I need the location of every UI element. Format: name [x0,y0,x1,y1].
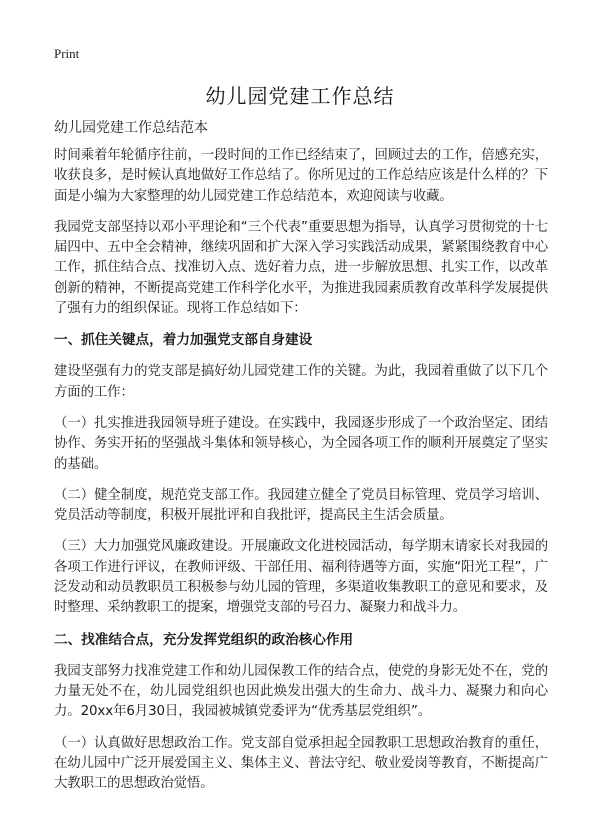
document-title: 幼儿园党建工作总结 [205,84,395,108]
intro-paragraph: 时间乘着年轮循序往前，一段时间的工作已经结束了，回顾过去的工作，倍感充实，收获良多，是时候认真地做好工作总结了。你所见过的工作总结应该是什么样的？下面是小编为大家整理的幼儿园党建工作总结范本，欢迎阅读与收藏。 [54,148,548,204]
print-link[interactable]: Print [54,46,80,61]
section-paragraph: （三）大力加强党风廉政建设。开展廉政文化进校园活动，每学期末请家长对我园的各项工作进行评议，在教师评级、干部任用、福利待遇等方面，实施“阳光工程”，广泛发动和动员教职员工积极参与幼儿园的管理，多渠道收集教职工的意见和要求，及时整理、采纳教职工的提案，增强党支部的号召力、凝聚力和战斗力。 [54,539,548,616]
overview-paragraph: 我园党支部坚持以邓小平理论和“三个代表”重要思想为指导，认真学习贯彻党的十七届四中、五中全会精神，继续巩固和扩大深入学习实践活动成果，紧紧围绕教育中心工作，抓住结合点、找准切入点、选好着力点，进一步解放思想、扎实工作，以改革创新的精神，不断提高党建工作科学化水平，为推进我园素质教育改革科学发展提供了强有力的组织保证。现将工作总结如下： [54,219,548,317]
section-paragraph: 建设坚强有力的党支部是搞好幼儿园党建工作的关键。为此，我园着重做了以下几个方面的工作： [54,364,548,400]
section-paragraph: （一）扎实推进我园领导班子建设。在实践中，我园逐步形成了一个政治坚定、团结协作、务实开拓的坚强战斗集体和领导核心，为全园各项工作的顺利开展奠定了坚实的基础。 [54,415,548,472]
section-heading: 二、找准结合点，充分发挥党组织的政治核心作用 [54,631,354,648]
document-body [54,146,548,805]
section-paragraph: （二）健全制度，规范党支部工作。我园建立健全了党员目标管理、党员学习培训、党员活动等制度，积极开展批评和自我批评，提高民主生活会质量。 [54,487,548,524]
section-heading: 一、抓住关键点，着力加强党支部自身建设 [54,332,313,349]
document-subtitle: 幼儿园党建工作总结范本 [54,120,208,136]
section-paragraph: 我园支部努力找准党建工作和幼儿园保教工作的结合点，使党的身影无处不在，党的力量无处不在，幼儿园党组织也因此焕发出强大的生命力、战斗力、凝聚力和向心力。20xx年6月30日，我园被城镇党委评为“优秀基层党组织”。 [54,663,548,720]
section-paragraph: （一）认真做好思想政治工作。党支部自觉承担起全园教职工思想政治教育的重任，在幼儿园中广泛开展爱国主义、集体主义、普法守纪、敬业爱岗等教育，不断提高广大教职工的思想政治觉悟。 [54,735,548,792]
